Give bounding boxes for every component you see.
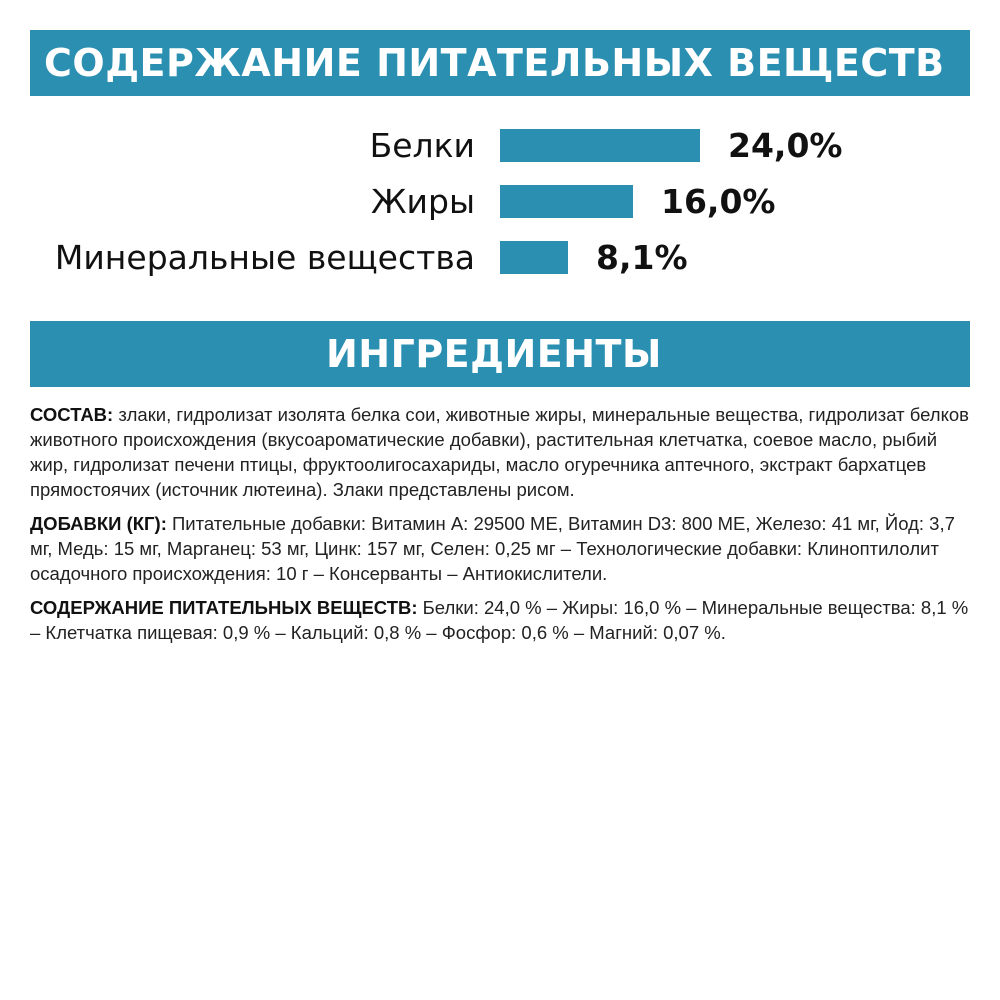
nutrients-label: СОДЕРЖАНИЕ ПИТАТЕЛЬНЫХ ВЕЩЕСТВ: bbox=[30, 597, 418, 618]
nutrient-label: Минеральные вещества bbox=[54, 238, 475, 277]
nutrient-bar bbox=[500, 185, 633, 218]
nutrient-value: 24,0% bbox=[728, 126, 843, 165]
nutrient-bar-chart bbox=[0, 118, 1000, 298]
nutrient-label: Белки bbox=[369, 126, 475, 165]
ingredients-heading: ИНГРЕДИЕНТЫ bbox=[30, 321, 970, 387]
additives-text: Питательные добавки: Витамин A: 29500 МЕ, Витамин D3: 800 МЕ, Железо: 41 мг, Йод: 3,7 мг, Медь: 15 мг, Марганец: 53 мг, Цинк: 157 мг, Селен: 0,25 мг – Технологические добавки: Клиноптилолит осадочного происхождения: 10 г – Консерванты – Антиокислители. bbox=[30, 513, 955, 584]
nutrient-value: 8,1% bbox=[596, 238, 688, 277]
additives-label: ДОБАВКИ (КГ): bbox=[30, 513, 167, 534]
additives-paragraph bbox=[30, 511, 975, 586]
nutrients-heading: СОДЕРЖАНИЕ ПИТАТЕЛЬНЫХ ВЕЩЕСТВ bbox=[30, 30, 970, 96]
composition-label: СОСТАВ: bbox=[30, 404, 114, 425]
nutrients-paragraph bbox=[30, 595, 975, 645]
ingredients-text bbox=[30, 402, 975, 654]
nutrient-bar bbox=[500, 129, 700, 162]
nutrients-text: Белки: 24,0 % – Жиры: 16,0 % – Минеральные вещества: 8,1 % – Клетчатка пищевая: 0,9 % – Кальций: 0,8 % – Фосфор: 0,6 % – Магний: 0,07 %. bbox=[30, 597, 969, 643]
nutrient-bar bbox=[500, 241, 568, 274]
nutrient-row bbox=[0, 230, 1000, 286]
nutrient-label: Жиры bbox=[371, 182, 475, 221]
composition-text: злаки, гидролизат изолята белка сои, животные жиры, минеральные вещества, гидролизат белков животного происхождения (вкусоароматические добавки), растительная клетчатка, соевое масло, рыбий жир, гидролизат печени птицы, фруктоолигосахариды, масло огуречника аптечного, экстракт бархатцев прямостоячих (источник лютеина). Злаки представлены рисом. bbox=[30, 404, 969, 500]
composition-paragraph bbox=[30, 402, 975, 502]
nutrient-row bbox=[0, 118, 1000, 174]
nutrient-row bbox=[0, 174, 1000, 230]
nutrient-value: 16,0% bbox=[661, 182, 776, 221]
